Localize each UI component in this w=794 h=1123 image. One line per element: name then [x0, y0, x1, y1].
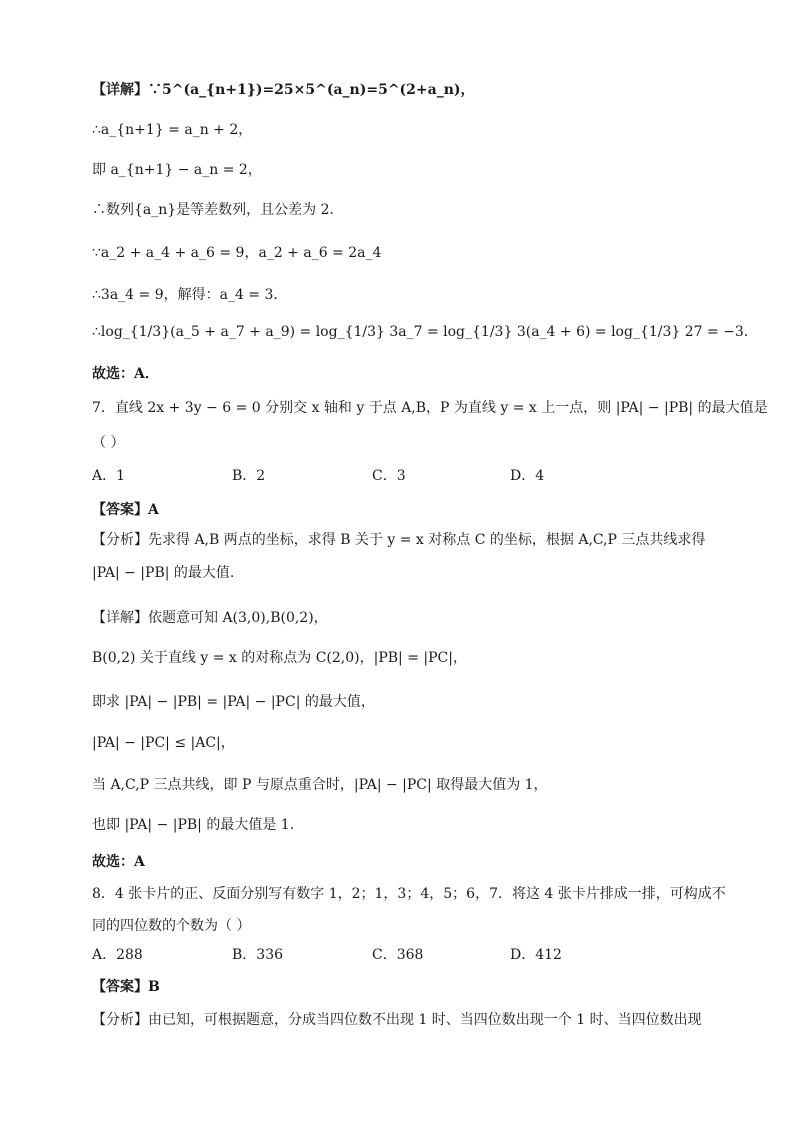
solution-line: ∵a_2 + a_4 + a_6 = 9，a_2 + a_6 = 2a_4: [92, 245, 382, 261]
q8-option-a: A．288: [92, 947, 143, 963]
q7-option-a: A．1: [92, 468, 126, 484]
q7-detail: 即求 |PA| − |PB| = |PA| − |PC| 的最大值，: [92, 694, 375, 710]
solution-line: ∴a_{n+1} = a_n + 2，: [92, 122, 253, 138]
answer-choice-line: 故选：A．: [92, 366, 159, 382]
q7-option-d: D．4: [510, 468, 545, 484]
question-8-stem: 8．4 张卡片的正、反面分别写有数字 1，2；1，3；4，5；6，7．将这 4 张卡片排成一排，可构成不: [92, 886, 726, 902]
question-8-stem-cont: 同的四位数的个数为（ ）: [92, 918, 251, 934]
q7-analysis: 【分析】先求得 A,B 两点的坐标，求得 B 关于 y = x 对称点 C 的坐标，根据 A,C,P 三点共线求得: [92, 532, 706, 548]
q8-answer: 【答案】B: [92, 979, 160, 995]
q8-option-d: D．412: [510, 947, 562, 963]
q8-analysis: 【分析】由已知，可根据题意，分成当四位数不出现 1 时、当四位数出现一个 1 时、当四位数出现: [92, 1012, 702, 1028]
q8-option-c: C．368: [372, 947, 424, 963]
q7-option-c: C．3: [372, 468, 406, 484]
q7-detail: 【详解】依题意可知 A(3,0),B(0,2)，: [92, 610, 328, 626]
solution-line: ∴log_{1/3}(a_5 + a_7 + a_9) = log_{1/3} 3a_7 = log_{1/3} 3(a_4 + 6) = log_{1/3} 27 = −3．: [92, 324, 758, 340]
solution-line: ∴3a_4 = 9，解得：a_4 = 3．: [92, 287, 288, 303]
q7-analysis-cont: |PA| − |PB| 的最大值.: [92, 565, 235, 581]
q7-detail: B(0,2) 关于直线 y = x 的对称点为 C(2,0)，|PB| = |PC|，: [92, 650, 467, 666]
solution-line: 即 a_{n+1} − a_n = 2，: [92, 162, 262, 178]
question-7-blank: （ ）: [92, 435, 125, 451]
q7-option-b: B．2: [232, 468, 266, 484]
solution-line: 【详解】∵5^(a_{n+1})=25×5^(a_n)=5^(2+a_n)，: [92, 82, 475, 98]
q7-choice: 故选：A: [92, 854, 145, 870]
q8-option-b: B．336: [232, 947, 284, 963]
question-7-stem: 7．直线 2x + 3y − 6 = 0 分别交 x 轴和 y 于点 A,B，P 为直线 y = x 上一点，则 |PA| − |PB| 的最大值是: [92, 400, 768, 416]
q7-answer: 【答案】A: [92, 502, 159, 518]
q7-detail: 也即 |PA| − |PB| 的最大值是 1.: [92, 817, 295, 833]
q7-detail: 当 A,C,P 三点共线，即 P 与原点重合时，|PA| − |PC| 取得最大值为 1，: [92, 777, 548, 793]
q7-detail: |PA| − |PC| ≤ |AC|，: [92, 735, 235, 751]
solution-line: ∴数列{a_n}是等差数列，且公差为 2．: [92, 202, 344, 218]
